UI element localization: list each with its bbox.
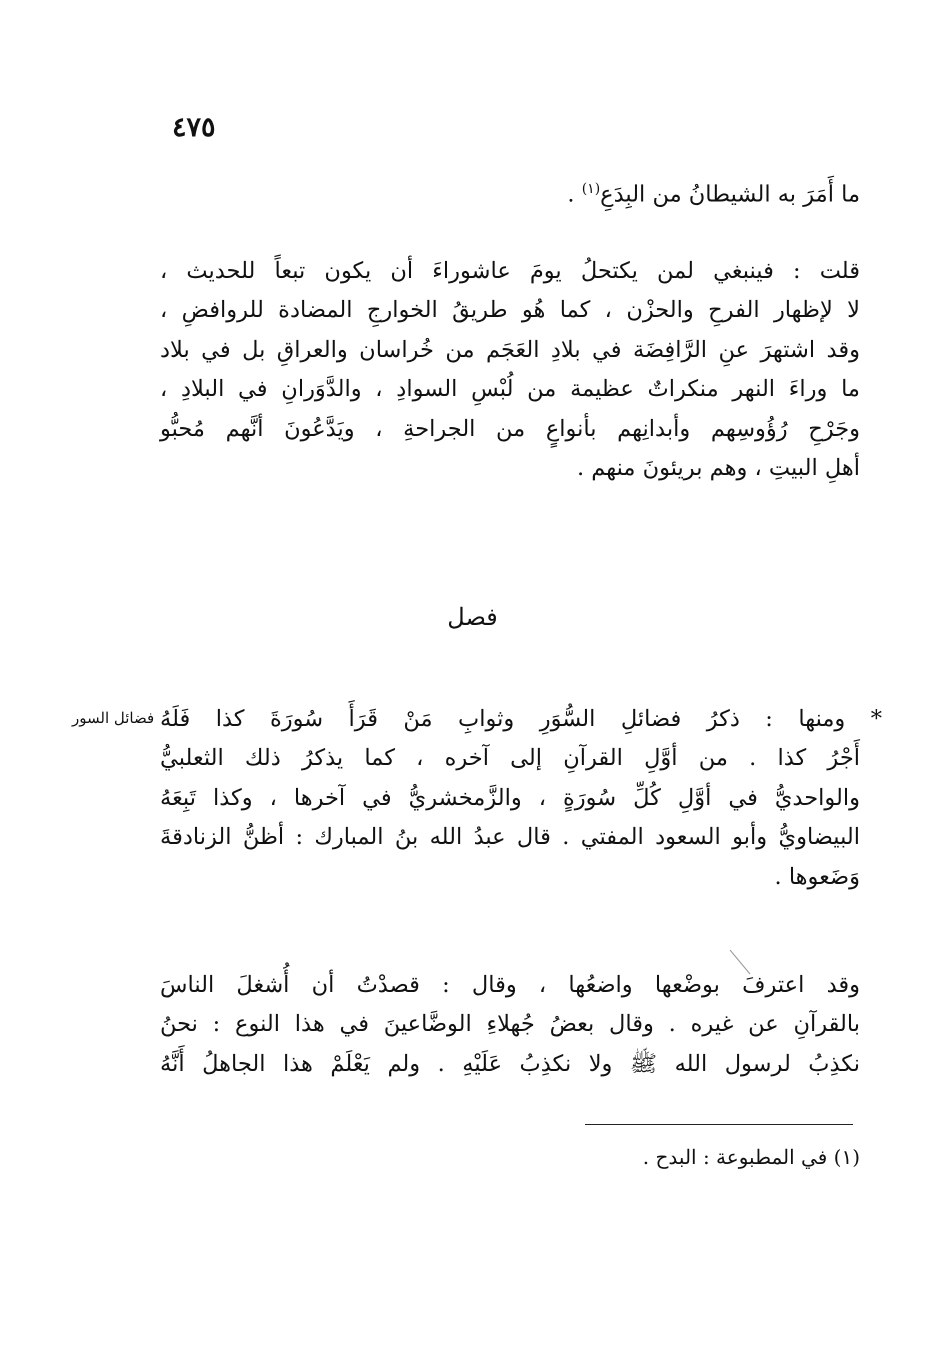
text-line: ما أَمَرَ به الشيطانُ من البِدَعِ$^{(١)}$ . bbox=[567, 181, 860, 208]
text-line: لا لإظهار الفرحِ والحزْن ، كما هُو طريقُ الخوارجِ المضادة للروافضِ ، bbox=[160, 297, 860, 324]
text-line: قلت : فينبغي لمن يكتحلُ يومَ عاشوراءَ أن يكون تبعاً للحديث ، bbox=[160, 258, 860, 284]
text-line: وقد اشتهرَ عنِ الرَّافِضَة في بلادِ العَجَم من خُراسان والعراقِ بل في بلاد bbox=[160, 336, 860, 363]
paragraph-rafidah bbox=[160, 252, 860, 488]
text-line: وَضَعوها . bbox=[774, 863, 860, 890]
footnote-divider bbox=[585, 1124, 853, 1125]
text-line: أَجْرُ كذا . من أوَّلِ القرآنِ إلى آخره ، كما يذكرُ ذلك الثعلبيُّ bbox=[160, 745, 860, 772]
footnote-reference: (١) bbox=[581, 181, 601, 197]
paragraph-surah-virtues bbox=[160, 700, 883, 897]
text-line: ما وراءَ النهر منكراتٌ عظيمة من لُبْسِ السوادِ ، والدَّوَرانِ في البلادِ ، bbox=[160, 376, 860, 403]
text-line: * ومنها : ذكرُ فضائلِ السُّوَرِ وثوابِ مَنْ قَرَأَ سُورَةَ كذا فَلَهُ bbox=[160, 706, 883, 732]
text-line: أهلِ البيتِ ، وهم بريئونَ منهم . bbox=[576, 455, 860, 482]
text-line: نكذِبُ لرسول الله ﷺ ولا نكذِبُ عَلَيْهِ . ولم يَعْلَمْ هذا الجاهلُ أَنَّهُ bbox=[160, 1050, 860, 1077]
text-line: وجَرْحِ رُؤُوسِهم وأبدانِهم بأنواعٍ من الجراحةِ ، ويَدَّعُونَ أنَّهم مُحبُّو bbox=[160, 415, 860, 442]
text-line: البيضاويُّ وأبو السعود المفتي . قال عبدُ الله بنُ المبارك : أظنُّ الزنادقةَ bbox=[160, 824, 860, 851]
page-number: ٤٧٥ bbox=[172, 112, 216, 143]
text-line: بالقرآنِ عن غيره . وقال بعضُ جُهلاءِ الوضَّاعينَ في هذا النوع : نحنُ bbox=[160, 1011, 860, 1038]
text-line: والواحديُّ في أوَّلِ كُلِّ سُورَةٍ ، والزَّمخشريُّ في آخرها ، وكذا تَبِعَهُ bbox=[160, 784, 860, 811]
continuation-line bbox=[170, 170, 860, 215]
star-marker: * bbox=[870, 706, 883, 732]
paragraph-fabricator bbox=[160, 966, 860, 1084]
footnote: (١) في المطبوعة : البدح . bbox=[642, 1145, 860, 1169]
text-line: وقد اعترفَ بوضْعها واضعُها ، وقال : قصدْتُ أن أُشغلَ الناسَ bbox=[160, 972, 860, 998]
margin-note: فضائل السور bbox=[72, 709, 155, 727]
section-heading: فصل bbox=[447, 603, 498, 631]
